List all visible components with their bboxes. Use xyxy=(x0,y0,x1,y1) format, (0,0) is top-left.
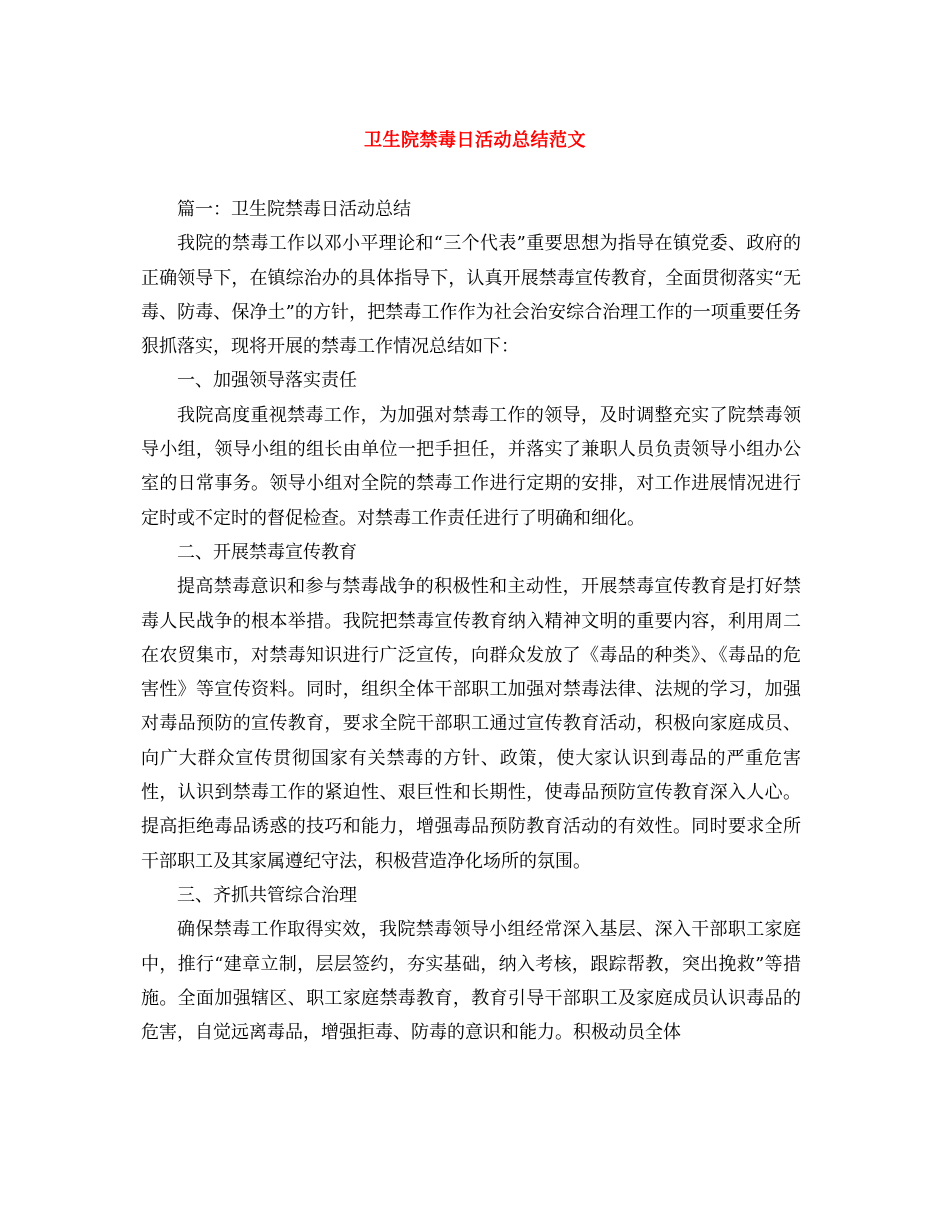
section-subtitle: 篇一：卫生院禁毒日活动总结 xyxy=(177,199,411,220)
section-heading-3: 三、齐抓共管综合治理 xyxy=(177,884,357,906)
paragraph-intro: 我院的禁毒工作以邓小平理论和“三个代表”重要思想为指导在镇党委、政府的正确领导下，在镇综治办的具体指导下，认真开展禁毒宣传教育，全面贯彻落实“无毒、防毒、保净土”的方针，把禁毒工作作为社会治安综合治理工作的一项重要任务狠抓落实，现将开展的禁毒工作情况总结如下： xyxy=(141,233,801,358)
section-heading-2: 二、开展禁毒宣传教育 xyxy=(177,541,357,563)
paragraph-section-2: 提高禁毒意识和参与禁毒战争的积极性和主动性，开展禁毒宣传教育是打好禁毒人民战争的根本举措。我院把禁毒宣传教育纳入精神文明的重要内容，利用周二在农贸集市，对禁毒知识进行广泛宣传，向群众发放了《毒品的种类》、《毒品的危害性》等宣传资料。同时，组织全体干部职工加强对禁毒法律、法规的学习，加强对毒品预防的宣传教育，要求全院干部职工通过宣传教育活动，积极向家庭成员、向广大群众宣传贯彻国家有关禁毒的方针、政策，使大家认识到毒品的严重危害性，认识到禁毒工作的紧迫性、艰巨性和长期性，使毒品预防宣传教育深入人心。提高拒绝毒品诱惑的技巧和能力，增强毒品预防教育活动的有效性。同时要求全所干部职工及其家属遵纪守法，积极营造净化场所的氛围。 xyxy=(141,576,801,872)
section-heading-1: 一、加强领导落实责任 xyxy=(177,370,357,392)
paragraph-section-3: 确保禁毒工作取得实效，我院禁毒领导小组经常深入基层、深入干部职工家庭中，推行“建章立制，层层签约，夯实基础，纳入考核，跟踪帮教，突出挽救”等措施。全面加强辖区、职工家庭禁毒教育，教育引导干部职工及家庭成员认识毒品的危害，自觉远离毒品，增强拒毒、防毒的意识和能力。积极动员全体 xyxy=(141,919,801,1044)
document-title: 卫生院禁毒日活动总结范文 xyxy=(364,130,586,151)
document-body xyxy=(141,193,801,1050)
paragraph-section-1: 我院高度重视禁毒工作，为加强对禁毒工作的领导，及时调整充实了院禁毒领导小组，领导小组的组长由单位一把手担任，并落实了兼职人员负责领导小组办公室的日常事务。领导小组对全院的禁毒工作进行定期的安排，对工作进展情况进行定时或不定时的督促检查。对禁毒工作责任进行了明确和细化。 xyxy=(141,404,801,529)
